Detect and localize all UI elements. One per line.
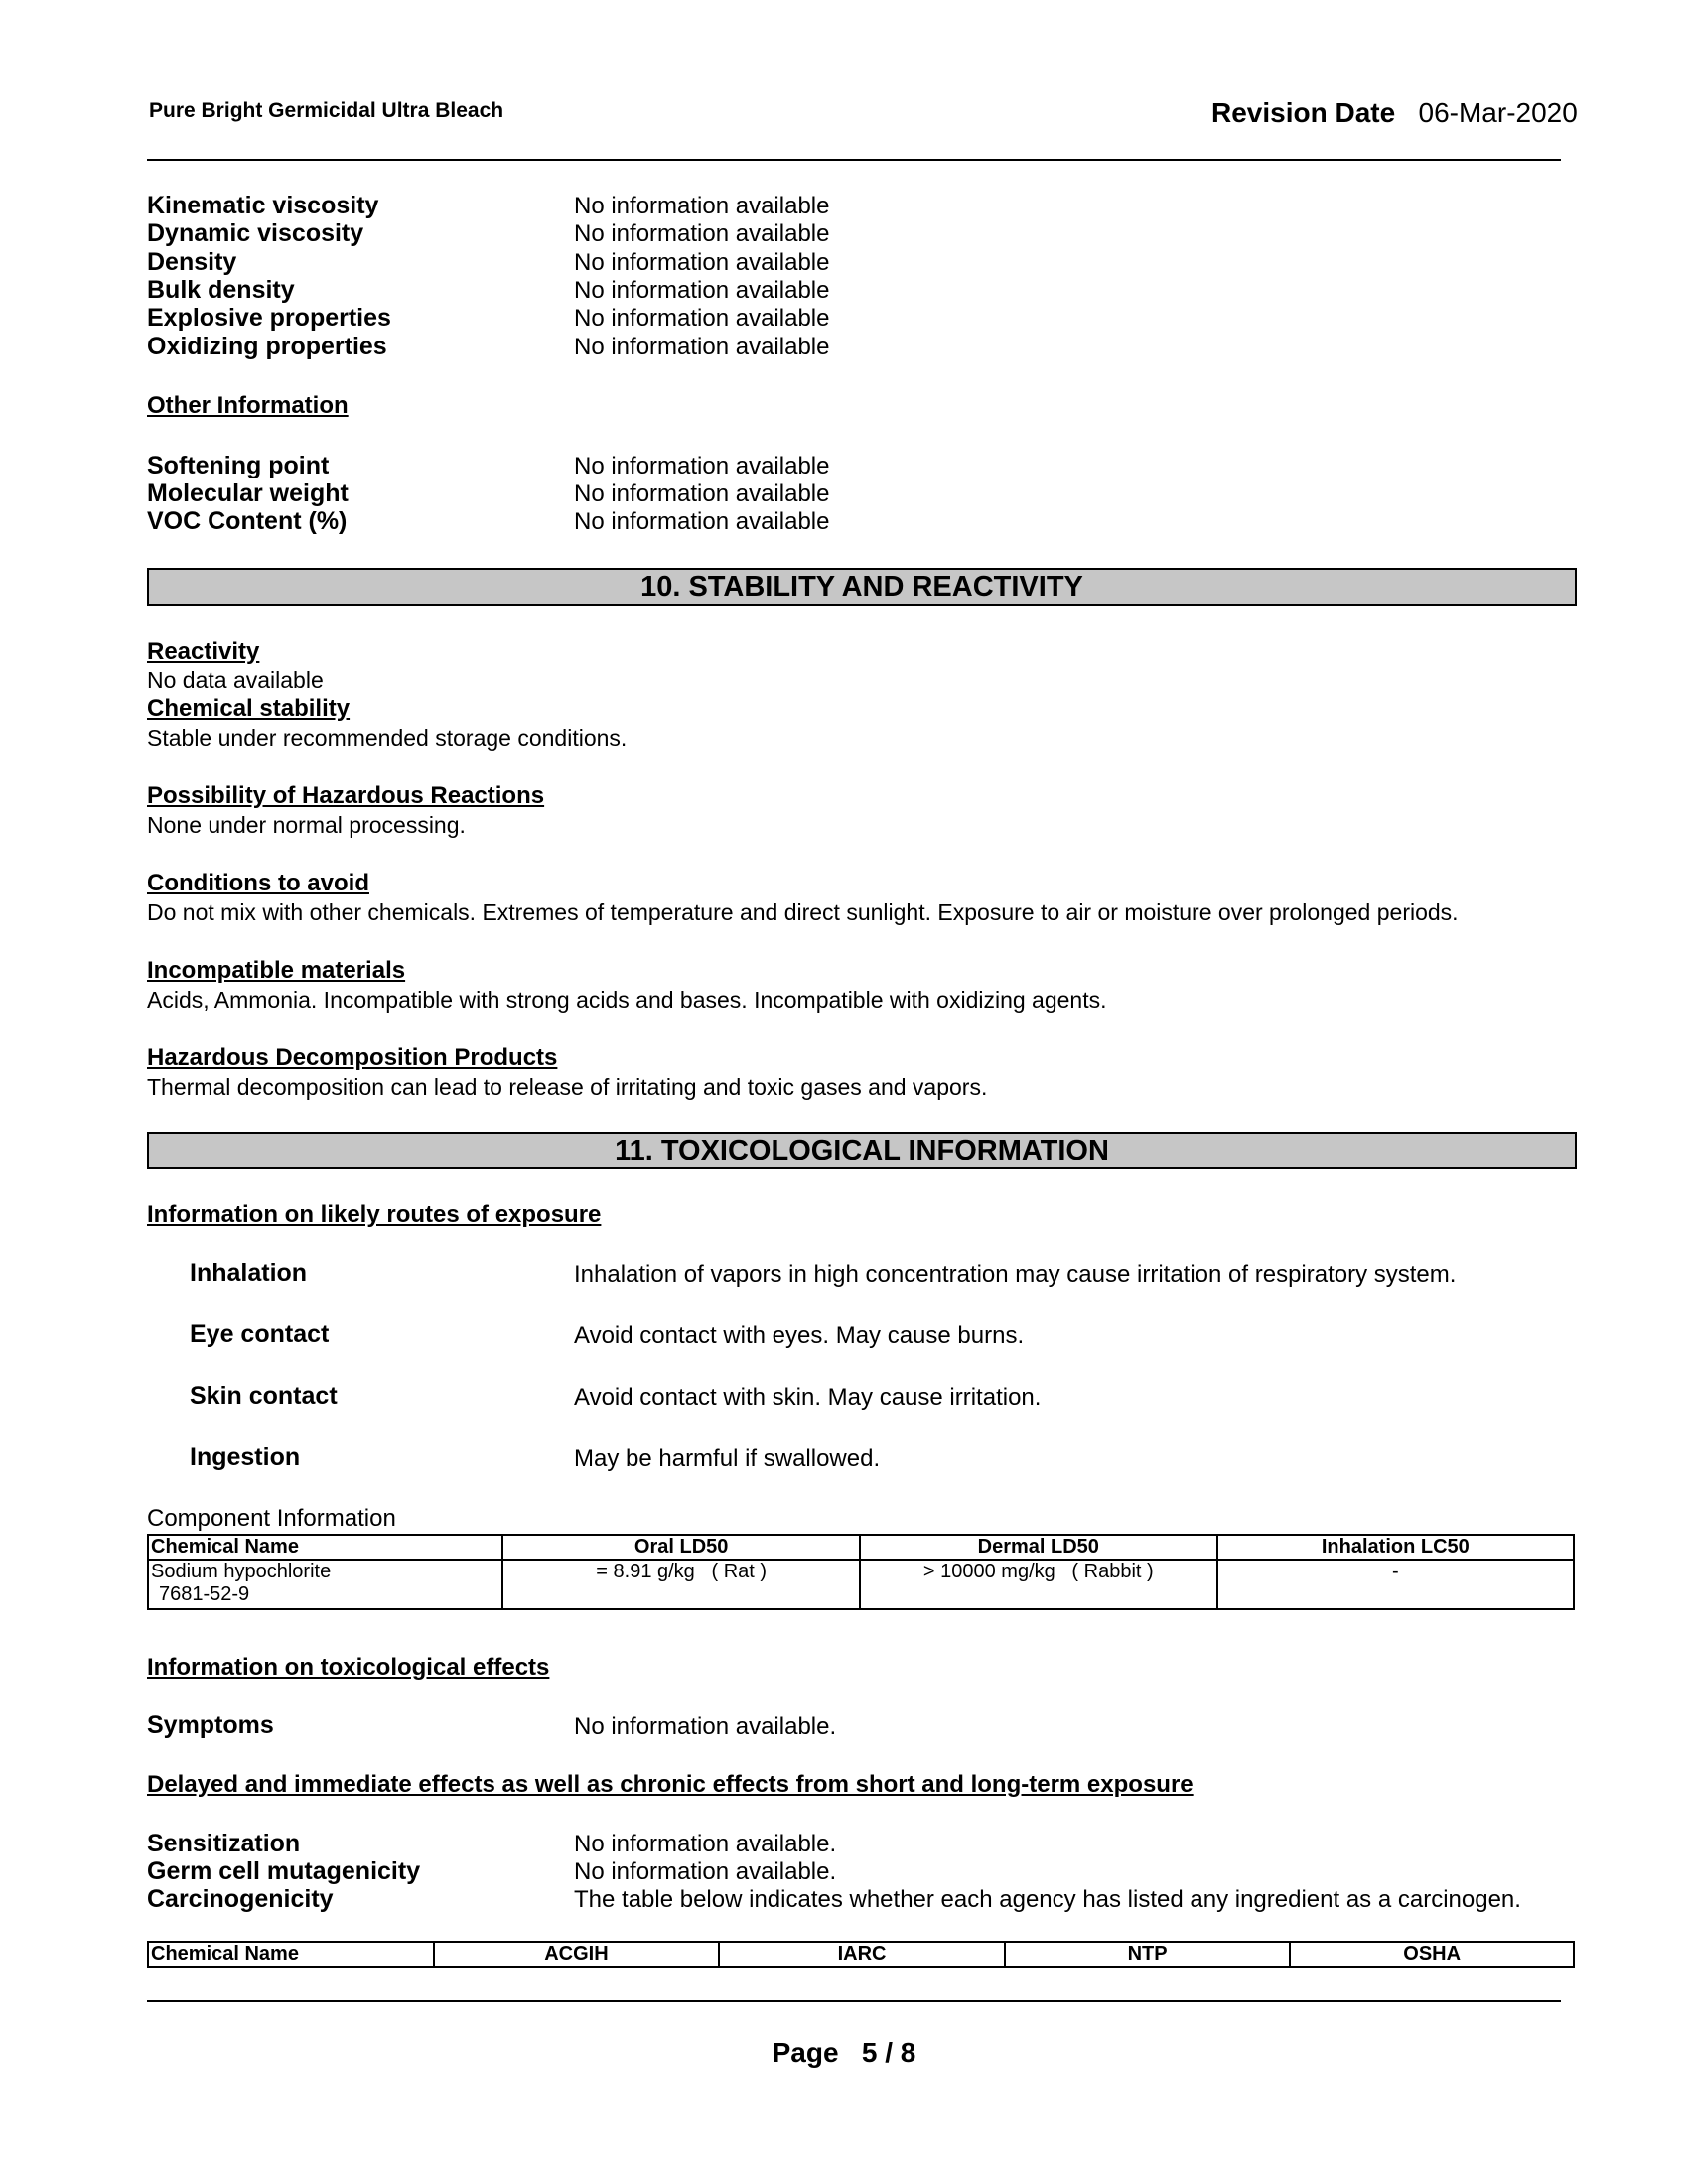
- chronic-value: The table below indicates whether each agency has listed any ingredient as a carcinogen.: [574, 1886, 1521, 1913]
- incompat-text: Acids, Ammonia. Incompatible with strong acids and bases. Incompatible with oxidizing agents.: [147, 987, 1107, 1013]
- route-value: Avoid contact with skin. May cause irritation.: [574, 1384, 1042, 1411]
- route-value: Inhalation of vapors in high concentration may cause irritation of respiratory system.: [574, 1261, 1457, 1288]
- effects-heading: Information on toxicological effects: [147, 1654, 550, 1681]
- dermal-ld50: > 10000 mg/kg ( Rabbit ): [860, 1560, 1217, 1609]
- delayed-heading: Delayed and immediate effects as well as chronic effects from short and long-term exposure: [147, 1771, 1194, 1798]
- symptoms-label: Symptoms: [147, 1711, 274, 1739]
- route-value: May be harmful if swallowed.: [574, 1445, 881, 1472]
- incompat-heading: Incompatible materials: [147, 957, 406, 984]
- page-value: 5 / 8: [861, 2037, 916, 2068]
- cas-number: 7681-52-9: [159, 1583, 250, 1605]
- col-header: Oral LD50: [502, 1535, 860, 1560]
- revision-date: [1211, 97, 1578, 129]
- other-label: Molecular weight: [147, 479, 349, 507]
- hazreact-text: None under normal processing.: [147, 812, 466, 838]
- prop-label: Bulk density: [147, 276, 295, 304]
- route-label: Ingestion: [190, 1443, 301, 1471]
- carcinogen-table: [147, 1941, 1575, 1968]
- col-header: Dermal LD50: [860, 1535, 1217, 1560]
- route-label: Inhalation: [190, 1259, 308, 1287]
- chronic-label: Sensitization: [147, 1830, 301, 1857]
- table-row: [148, 1560, 1574, 1609]
- symptoms-value: No information available.: [574, 1713, 837, 1740]
- avoid-text: Do not mix with other chemicals. Extremes of temperature and direct sunlight. Exposure to air or moisture over prolonged periods.: [147, 899, 1459, 925]
- chronic-value: No information available.: [574, 1831, 837, 1857]
- decomp-heading: Hazardous Decomposition Products: [147, 1044, 558, 1071]
- col-header: Chemical Name: [148, 1535, 502, 1560]
- section-11-title: 11. TOXICOLOGICAL INFORMATION: [147, 1132, 1577, 1169]
- prop-value: No information available: [574, 220, 830, 247]
- inhalation-lc50: -: [1217, 1560, 1574, 1609]
- col-header: Inhalation LC50: [1217, 1535, 1574, 1560]
- chemical-name: Sodium hypochlorite: [151, 1561, 332, 1582]
- page-label: Page: [772, 2037, 839, 2068]
- other-info-heading: Other Information: [147, 392, 349, 419]
- col-header: NTP: [1005, 1942, 1291, 1967]
- decomp-text: Thermal decomposition can lead to release of irritating and toxic gases and vapors.: [147, 1074, 988, 1100]
- component-heading: Component Information: [147, 1505, 396, 1532]
- prop-label: Oxidizing properties: [147, 333, 387, 360]
- other-label: Softening point: [147, 452, 330, 479]
- prop-label: Dynamic viscosity: [147, 219, 364, 247]
- component-table-header: [148, 1535, 1574, 1560]
- footer-divider: [147, 2000, 1561, 2002]
- chronic-label: Germ cell mutagenicity: [147, 1857, 421, 1885]
- revision-value: 06-Mar-2020: [1418, 97, 1578, 128]
- col-header: OSHA: [1290, 1942, 1574, 1967]
- product-name: Pure Bright Germicidal Ultra Bleach: [149, 99, 504, 122]
- page-number: [0, 2037, 1688, 2069]
- col-header: ACGIH: [434, 1942, 720, 1967]
- avoid-heading: Conditions to avoid: [147, 870, 369, 896]
- prop-value: No information available: [574, 193, 830, 219]
- chronic-value: No information available.: [574, 1858, 837, 1885]
- route-label: Eye contact: [190, 1320, 330, 1348]
- other-value: No information available: [574, 508, 830, 535]
- carcinogen-table-header: [148, 1942, 1574, 1967]
- other-value: No information available: [574, 453, 830, 479]
- route-label: Skin contact: [190, 1382, 338, 1410]
- routes-heading: Information on likely routes of exposure: [147, 1201, 602, 1228]
- prop-value: No information available: [574, 305, 830, 332]
- prop-label: Kinematic viscosity: [147, 192, 379, 219]
- stability-text: Stable under recommended storage conditions.: [147, 725, 628, 751]
- hazreact-heading: Possibility of Hazardous Reactions: [147, 782, 545, 809]
- other-value: No information available: [574, 480, 830, 507]
- route-value: Avoid contact with eyes. May cause burns.: [574, 1322, 1025, 1349]
- prop-value: No information available: [574, 277, 830, 304]
- prop-value: No information available: [574, 249, 830, 276]
- header-divider: [147, 159, 1561, 161]
- col-header: Chemical Name: [148, 1942, 434, 1967]
- reactivity-text: No data available: [147, 667, 324, 693]
- reactivity-heading: Reactivity: [147, 638, 260, 665]
- chemical-name-cell: [148, 1560, 502, 1609]
- revision-label: Revision Date: [1211, 97, 1396, 128]
- prop-label: Explosive properties: [147, 304, 391, 332]
- stability-heading: Chemical stability: [147, 695, 351, 722]
- other-label: VOC Content (%): [147, 507, 348, 535]
- col-header: IARC: [719, 1942, 1005, 1967]
- component-table: [147, 1534, 1575, 1610]
- prop-value: No information available: [574, 334, 830, 360]
- prop-label: Density: [147, 248, 237, 276]
- oral-ld50: = 8.91 g/kg ( Rat ): [502, 1560, 860, 1609]
- chronic-label: Carcinogenicity: [147, 1885, 334, 1913]
- section-10-title: 10. STABILITY AND REACTIVITY: [147, 568, 1577, 606]
